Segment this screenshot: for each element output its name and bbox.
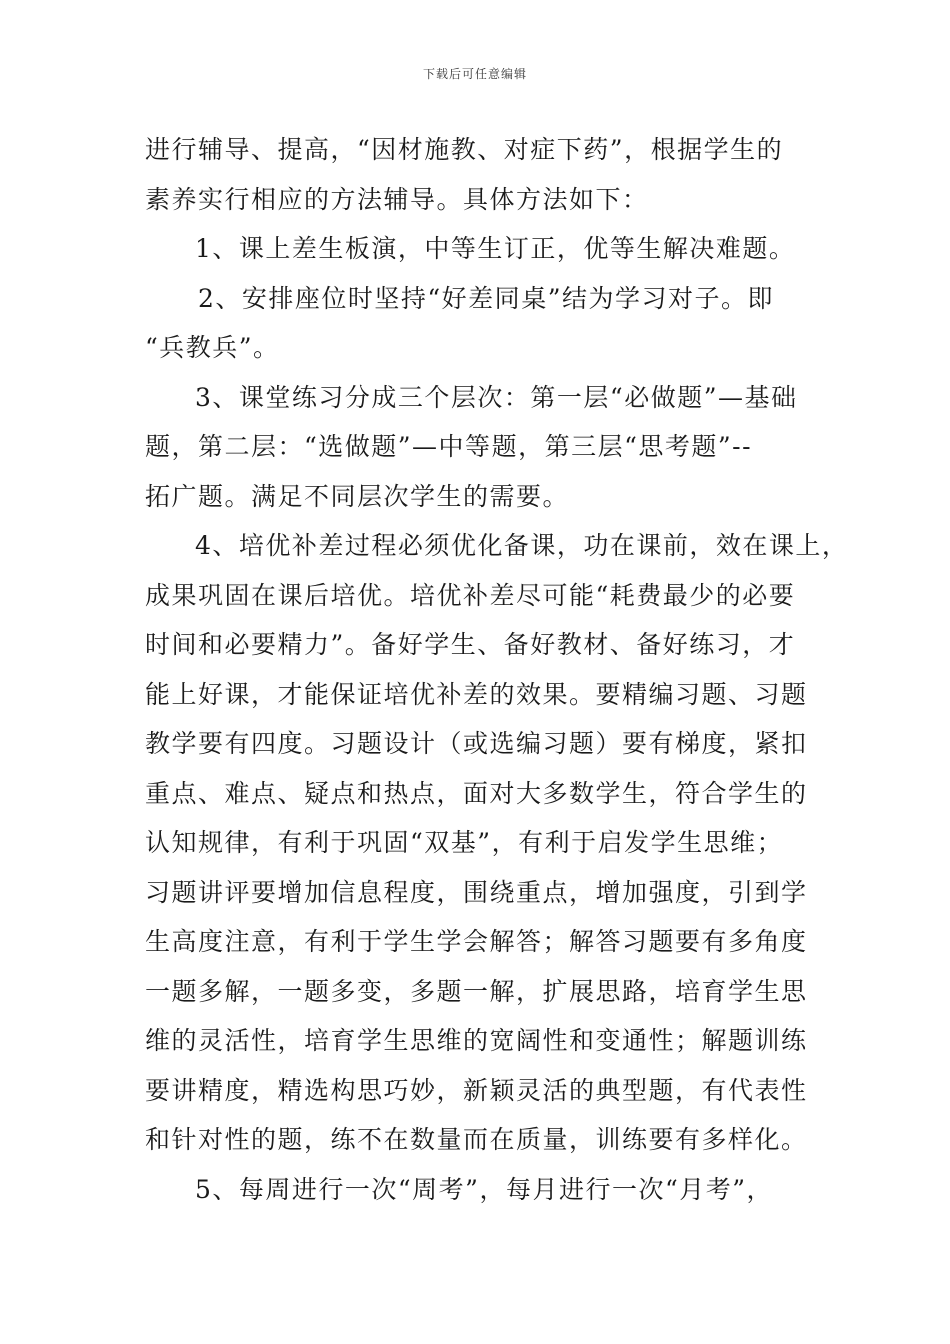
list-item-2: 2、安排座位时坚持“好差同桌”结为学习对子。即 <box>198 283 774 313</box>
text-line: 维的灵活性，培育学生思维的宽阔性和变通性；解题训练 <box>145 1026 808 1055</box>
text-line: 和针对性的题，练不在数量而在质量，训练要有多样化。 <box>145 1125 808 1154</box>
text-line: “兵教兵”。 <box>145 333 280 362</box>
text-line: 时间和必要精力”。备好学生、备好教材、备好练习，才 <box>145 630 796 659</box>
text-line: 生高度注意，有利于学生学会解答；解答习题要有多角度 <box>145 927 808 956</box>
text-line: 要讲精度，精选构思巧妙，新颖灵活的典型题，有代表性 <box>145 1075 808 1105</box>
text-line: 拓广题。满足不同层次学生的需要。 <box>145 481 570 511</box>
text-line: 能上好课，才能保证培优补差的效果。要精编习题、习题 <box>145 679 808 709</box>
text-line: 认知规律，有利于巩固“双基”，有利于启发学生思维； <box>145 828 784 857</box>
text-line: 一题多解，一题多变，多题一解，扩展思路，培育学生思 <box>145 976 808 1006</box>
list-item-4: 4、培优补差过程必须优化备课，功在课前，效在课上， <box>195 531 849 560</box>
text-line: 教学要有四度。习题设计（或选编习题）要有梯度，紧扣 <box>145 729 808 758</box>
list-item-3: 3、课堂练习分成三个层次：第一层“必做题”—基础 <box>195 382 798 412</box>
text-line: 素养实行相应的方法辅导。具体方法如下： <box>145 184 649 214</box>
text-line: 习题讲评要增加信息程度，围绕重点，增加强度，引到学 <box>145 877 808 907</box>
text-line: 进行辅导、提高，“因材施教、对症下药”，根据学生的 <box>145 135 784 164</box>
text-line: 重点、难点、疑点和热点，面对大多数学生，符合学生的 <box>145 778 808 808</box>
document-body <box>145 125 849 1214</box>
text-line: 成果巩固在课后培优。培优补差尽可能“耗费最少的必要 <box>145 580 796 610</box>
list-item-1: 1、课上差生板演，中等生订正，优等生解决难题。 <box>195 234 796 263</box>
text-line: 题，第二层：“选做题”—中等题，第三层“思考题”-- <box>145 432 753 461</box>
list-item-5: 5、每周进行一次“周考”，每月进行一次“月考”， <box>195 1174 774 1204</box>
page-header: 下载后可任意编辑 <box>422 67 527 81</box>
